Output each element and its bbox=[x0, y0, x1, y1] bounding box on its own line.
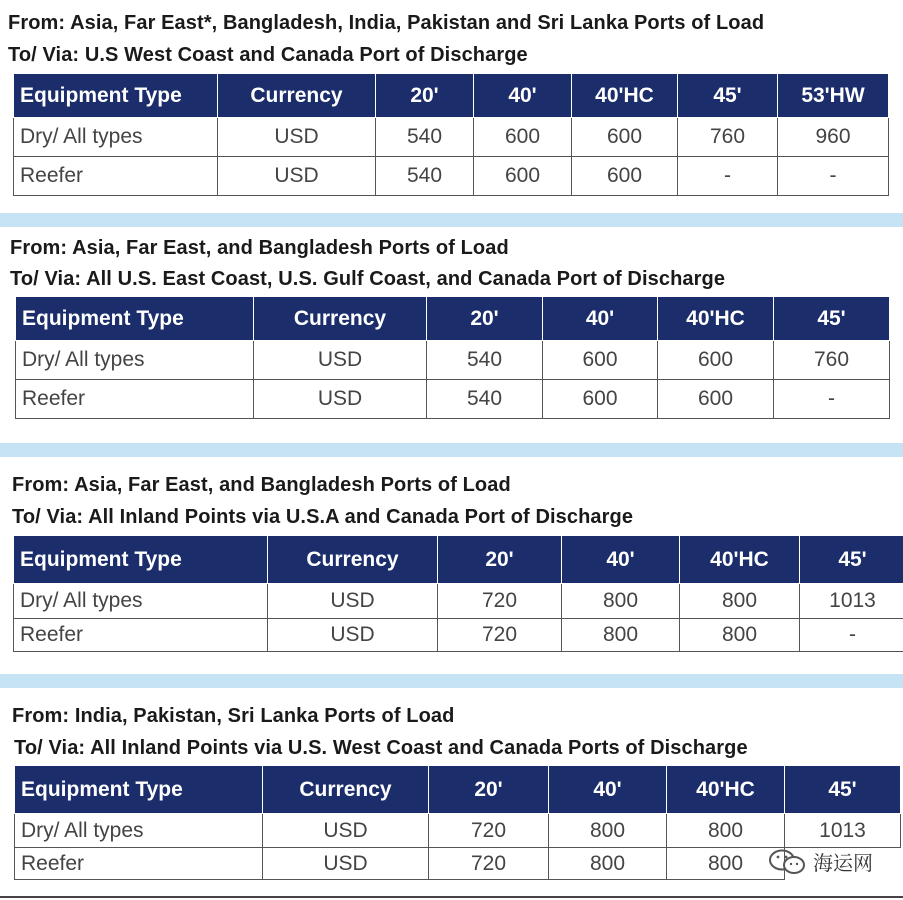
column-header: Currency bbox=[263, 766, 429, 814]
watermark-text: 海运网 bbox=[813, 853, 873, 875]
table-cell: 800 bbox=[680, 584, 800, 619]
table-cell: USD bbox=[268, 584, 438, 619]
section-to-title: To/ Via: All Inland Points via U.S. West Coast and Canada Ports of Discharge bbox=[14, 737, 748, 759]
section-to-title: To/ Via: All U.S. East Coast, U.S. Gulf Coast, and Canada Port of Discharge bbox=[10, 268, 726, 290]
column-header: Currency bbox=[218, 74, 376, 118]
table-row bbox=[15, 814, 901, 848]
table-cell: 540 bbox=[376, 157, 474, 196]
table-cell: USD bbox=[254, 380, 427, 419]
table-cell: - bbox=[800, 619, 903, 652]
table-header-row bbox=[14, 74, 889, 118]
table-cell: Dry/ All types bbox=[16, 341, 254, 380]
bottom-rule bbox=[0, 896, 903, 898]
section-to-title: To/ Via: All Inland Points via U.S.A and Canada Port of Discharge bbox=[12, 506, 634, 528]
section-from-title: From: India, Pakistan, Sri Lanka Ports of Load bbox=[12, 705, 455, 727]
column-header: 20' bbox=[438, 536, 562, 584]
table-cell: Reefer bbox=[14, 619, 268, 652]
table-row bbox=[14, 619, 903, 652]
table-cell: Reefer bbox=[15, 848, 263, 880]
table-row bbox=[16, 380, 890, 419]
section-from-title: From: Asia, Far East, and Bangladesh Ports of Load bbox=[10, 237, 509, 259]
table-cell: 960 bbox=[778, 118, 889, 157]
table-cell: Reefer bbox=[16, 380, 254, 419]
column-header: Currency bbox=[254, 297, 427, 341]
table-cell: 800 bbox=[562, 584, 680, 619]
table-cell: 600 bbox=[543, 341, 658, 380]
table-cell: 720 bbox=[438, 584, 562, 619]
table-row bbox=[14, 584, 903, 619]
table-cell: 540 bbox=[427, 341, 543, 380]
column-header: 20' bbox=[376, 74, 474, 118]
column-header: 45' bbox=[678, 74, 778, 118]
column-header: 40'HC bbox=[667, 766, 785, 814]
watermark bbox=[767, 847, 873, 876]
table-header-row bbox=[14, 536, 903, 584]
table-cell: - bbox=[678, 157, 778, 196]
table-cell: 800 bbox=[549, 814, 667, 848]
table-cell: 600 bbox=[572, 118, 678, 157]
table-cell: Reefer bbox=[14, 157, 218, 196]
wechat-icon bbox=[767, 848, 807, 876]
column-header: Equipment Type bbox=[16, 297, 254, 341]
rate-table bbox=[13, 535, 903, 652]
section-from-title: From: Asia, Far East*, Bangladesh, India, Pakistan and Sri Lanka Ports of Load bbox=[8, 12, 765, 34]
table-cell: 800 bbox=[667, 848, 785, 880]
table-cell: 600 bbox=[474, 118, 572, 157]
column-header: 40'HC bbox=[658, 297, 774, 341]
column-header: Equipment Type bbox=[14, 74, 218, 118]
table-cell: 720 bbox=[429, 848, 549, 880]
column-header: 40' bbox=[549, 766, 667, 814]
column-header: 53'HW bbox=[778, 74, 889, 118]
table-cell: 800 bbox=[562, 619, 680, 652]
table-cell: 540 bbox=[376, 118, 474, 157]
table-cell: Dry/ All types bbox=[14, 118, 218, 157]
table-cell: 800 bbox=[680, 619, 800, 652]
section-divider bbox=[0, 213, 903, 227]
table-cell: Dry/ All types bbox=[14, 584, 268, 619]
table-cell: 720 bbox=[429, 814, 549, 848]
column-header: 20' bbox=[429, 766, 549, 814]
table-cell: USD bbox=[254, 341, 427, 380]
table-cell: Dry/ All types bbox=[15, 814, 263, 848]
column-header: 40'HC bbox=[680, 536, 800, 584]
table-cell: 600 bbox=[572, 157, 678, 196]
section-to-title: To/ Via: U.S West Coast and Canada Port of Discharge bbox=[8, 44, 528, 66]
column-header: 45' bbox=[774, 297, 890, 341]
table-cell: USD bbox=[263, 848, 429, 880]
table-header-row bbox=[16, 297, 890, 341]
table-cell: 600 bbox=[474, 157, 572, 196]
column-header: 20' bbox=[427, 297, 543, 341]
table-cell: 1013 bbox=[800, 584, 903, 619]
table-cell: 1013 bbox=[785, 814, 901, 848]
section-divider bbox=[0, 674, 903, 688]
column-header: 40' bbox=[543, 297, 658, 341]
column-header: 45' bbox=[785, 766, 901, 814]
table-cell: 800 bbox=[549, 848, 667, 880]
section-divider bbox=[0, 443, 903, 457]
column-header: Equipment Type bbox=[15, 766, 263, 814]
table-cell: USD bbox=[218, 118, 376, 157]
column-header: Currency bbox=[268, 536, 438, 584]
table-cell: 800 bbox=[667, 814, 785, 848]
table-header-row bbox=[15, 766, 901, 814]
section-from-title: From: Asia, Far East, and Bangladesh Ports of Load bbox=[12, 474, 511, 496]
table-row bbox=[14, 118, 889, 157]
table-cell: USD bbox=[263, 814, 429, 848]
column-header: 45' bbox=[800, 536, 903, 584]
column-header: 40' bbox=[474, 74, 572, 118]
column-header: Equipment Type bbox=[14, 536, 268, 584]
table-row bbox=[16, 341, 890, 380]
table-cell: 720 bbox=[438, 619, 562, 652]
column-header: 40'HC bbox=[572, 74, 678, 118]
table-cell: 760 bbox=[678, 118, 778, 157]
table-cell: - bbox=[778, 157, 889, 196]
table-cell: 540 bbox=[427, 380, 543, 419]
rate-table bbox=[15, 296, 890, 419]
table-cell: USD bbox=[218, 157, 376, 196]
table-cell: USD bbox=[268, 619, 438, 652]
table-cell: - bbox=[774, 380, 890, 419]
table-cell: 600 bbox=[543, 380, 658, 419]
rate-table bbox=[13, 73, 889, 196]
table-row bbox=[14, 157, 889, 196]
table-cell: 760 bbox=[774, 341, 890, 380]
table-cell: 600 bbox=[658, 341, 774, 380]
table-cell: 600 bbox=[658, 380, 774, 419]
column-header: 40' bbox=[562, 536, 680, 584]
